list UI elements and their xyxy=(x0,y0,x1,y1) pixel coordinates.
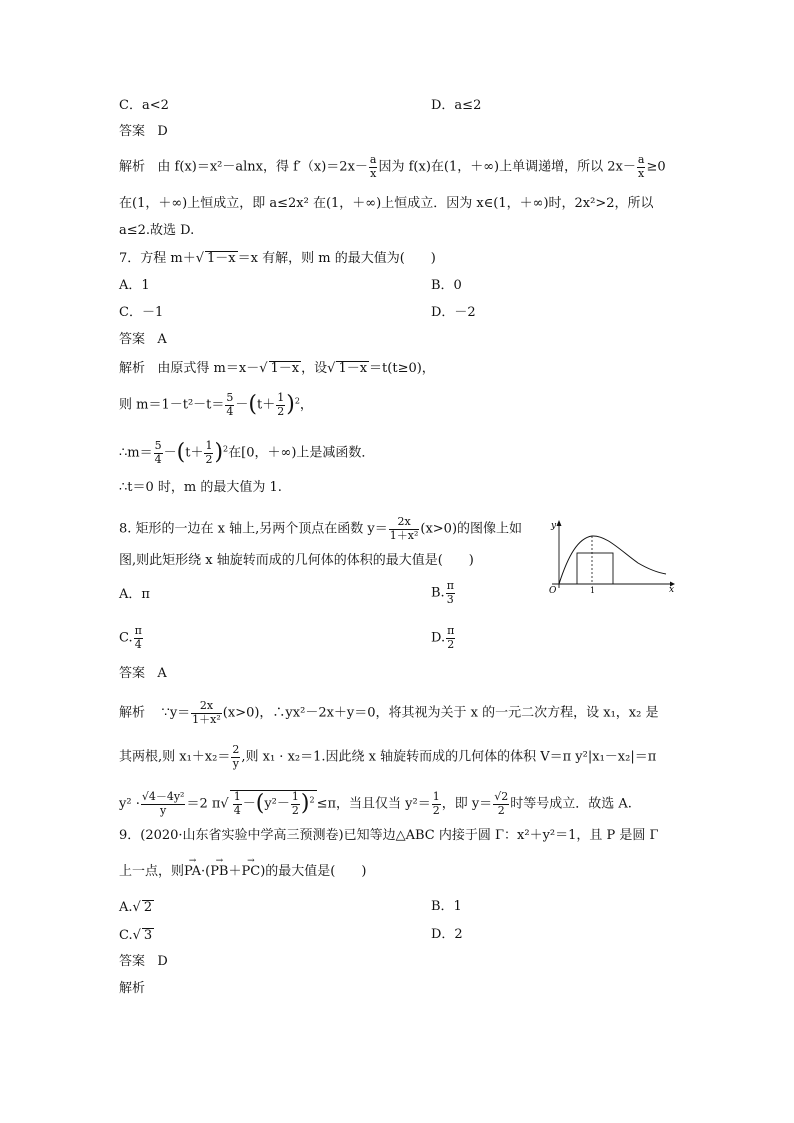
q6-sol-text: ≥0 xyxy=(646,159,666,175)
q7-solution-line3: ∴m＝ $\frac{5}{4}$ －(t＋ $\frac{1}{2}$ )$^2$在[0，＋∞)上是减函数． xyxy=(119,439,375,466)
q7-option-b: B．0 xyxy=(431,278,462,293)
q6-sol-text: 因为 f(x)在(1，＋∞)上单调递增，所以 2x－ xyxy=(378,159,636,175)
q6-solution-line3: a≤2.故选 D. xyxy=(119,223,195,238)
fraction-a-over-x: $\frac{a}{x}$ xyxy=(637,153,645,180)
q7-stem: 7．方程 m＋√ 1－x ＝x 有解，则 m 的最大值为( ) xyxy=(119,251,436,266)
q6-answer xyxy=(119,125,168,138)
solution-label: 解析 xyxy=(119,705,146,721)
y-axis-arrow xyxy=(557,520,562,526)
q6-sol-text: 由 f(x)＝x²－alnx，得 f′（x)＝2x－ xyxy=(157,159,368,175)
q9-solution-label: 解析 xyxy=(119,981,146,996)
q9-option-a: A.√ 2 xyxy=(119,900,153,915)
curve xyxy=(559,536,666,584)
q8-solution-line1: 解析 ∵y＝ $\frac{2x}{\text{1＋x²}}$ (x>0)，∴yx²－2x＋y＝0，将其视为关于 x 的一元二次方程，设 x₁，x₂ 是 xyxy=(119,699,659,726)
vector-pc: → PC xyxy=(242,865,261,878)
q8-option-c: C. $\frac{\pi}{4}$ xyxy=(119,624,142,651)
q9-stem-line2: 上一点，则→ PA·(→ PB＋→ PC)的最大值是( ) xyxy=(119,865,366,878)
q6-option-c: C．a<2 xyxy=(119,98,169,113)
q8-solution-line2: 其两根,则 x₁＋x₂＝ $\frac{2}{y}$ ,则 x₁ · x₂＝1.因此绕 x 轴旋转而成的几何体的体积 V＝π y²|x₁－x₂|＝π xyxy=(119,743,657,770)
answer-value: A xyxy=(157,666,167,681)
answer-label: 答案 xyxy=(119,332,146,347)
q7-solution-line2: 则 m＝1－t²－t＝ $\frac{5}{4}$ －(t＋ $\frac{1}{2}$ )$^2$， xyxy=(119,391,313,418)
answer-label: 答案 xyxy=(119,124,146,139)
graph-origin-label: O xyxy=(549,586,557,594)
q9-stem-line1: 9．(2020·山东省实验中学高三预测卷)已知等边△ABC 内接于圆 Γ：x²＋y²＝1，且 P 是圆 Γ xyxy=(119,828,659,843)
q9-option-c: C.√ 3 xyxy=(119,928,153,943)
q8-answer xyxy=(119,667,167,680)
radical: 1－x xyxy=(207,251,236,266)
q7-option-d: D．－2 xyxy=(431,305,476,320)
answer-label: 答案 xyxy=(119,954,146,969)
fraction-a-over-x: $\frac{a}{x}$ xyxy=(369,153,377,180)
q7-solution-line4: ∴t＝0 时，m 的最大值为 1. xyxy=(119,480,282,495)
function-graph xyxy=(546,518,678,594)
q7-option-c: C．－1 xyxy=(119,305,164,320)
answer-value: D xyxy=(157,124,168,139)
q6-solution-line1 xyxy=(119,154,666,180)
q8-stem-line1: 8. 矩形的一边在 x 轴上,另两个顶点在函数 y＝ $\frac{2x}{\text{1＋x²}}$ (x>0)的图像上如 xyxy=(119,515,523,542)
vector-pa: → PA xyxy=(184,865,201,878)
answer-value: A xyxy=(157,332,167,347)
solution-label: 解析 xyxy=(119,159,146,175)
graph-tick-1: 1 xyxy=(590,586,596,594)
q9-option-b: B．1 xyxy=(431,899,462,914)
q8-stem-line2: 图,则此矩形绕 x 轴旋转而成的几何体的体积的最大值是( ) xyxy=(119,553,474,568)
q8-option-a: A．π xyxy=(119,587,150,602)
q8-option-d: D. $\frac{\pi}{2}$ xyxy=(431,624,455,651)
q8-solution-line3: y² · $\frac{\text{√4－4y²}}{y}$ ＝2 π√ $\frac{1}{4}$ －(y²－ $\frac{1}{2}$ )$^2$ ≤π，当且仅当 y²＝ $\frac{1}{2}$ ，即 y＝ $\frac{√2}{2}$ 时等号成立．故选 A. xyxy=(119,790,632,817)
q6-solution-line2: 在(1，＋∞)上恒成立，即 a≤2x² 在(1，＋∞)上恒成立．因为 x∈(1，＋∞)时，2x²>2，所以 xyxy=(119,196,654,211)
graph-x-label: x xyxy=(669,585,675,594)
rectangle xyxy=(577,553,613,584)
vector-pb: → PB xyxy=(210,865,228,878)
answer-label: 答案 xyxy=(119,666,146,681)
q9-answer xyxy=(119,955,168,968)
solution-label: 解析 xyxy=(119,361,146,376)
q7-solution-line1: 解析 由原式得 m＝x－√ 1－x ，设√ 1－x ＝t(t≥0)， xyxy=(119,361,435,376)
q7-answer xyxy=(119,333,167,346)
q8-option-b: B. $\frac{\pi}{3}$ xyxy=(431,579,454,606)
q6-option-d: D．a≤2 xyxy=(431,98,482,113)
answer-value: D xyxy=(157,954,168,969)
q9-option-d: D．2 xyxy=(431,927,463,942)
q7-option-a: A．1 xyxy=(119,278,150,293)
graph-y-label: y xyxy=(551,521,557,531)
